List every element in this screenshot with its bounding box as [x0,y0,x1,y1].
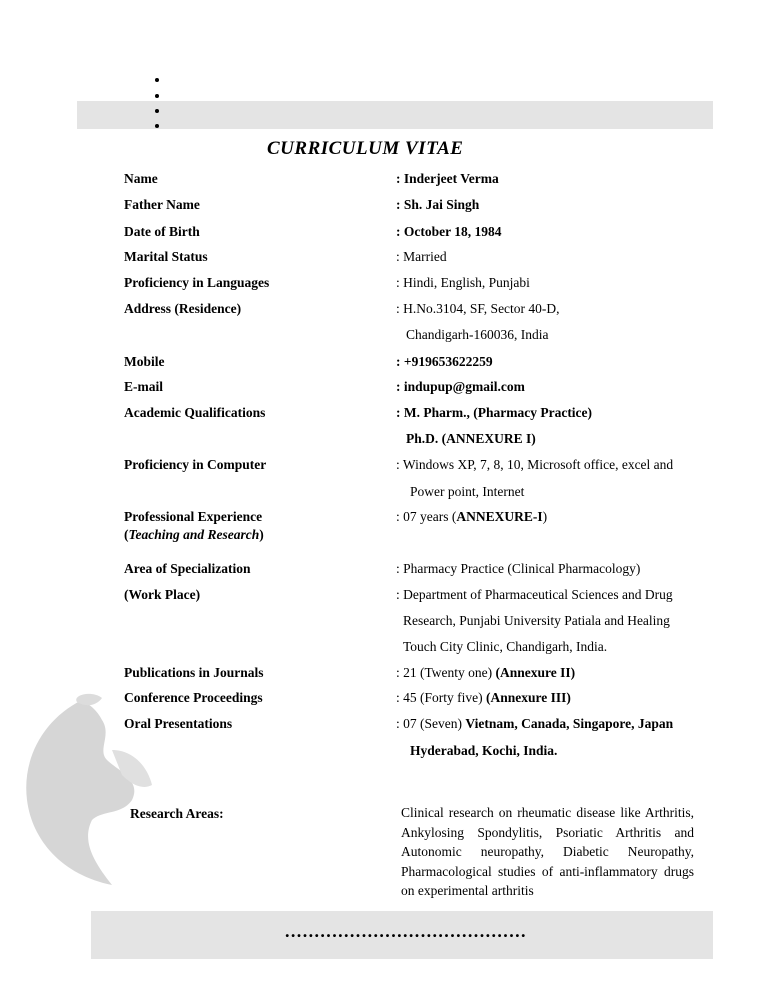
publications-label: Publications in Journals [124,665,264,680]
name-label: Name [124,171,158,186]
experience-label: Professional Experience [124,509,263,524]
oral-count: : 07 (Seven) [396,716,466,731]
experience-value [396,509,547,525]
workplace-value-line1: : Department of Pharmaceutical Sciences and Drug [396,587,673,602]
experience-annexure: ANNEXURE-I [456,509,543,524]
marital-status-value: : Married [396,249,447,264]
experience-sublabel-text: Teaching and Research [128,527,260,542]
bullet-dot [155,94,159,98]
conferences-label: Conference Proceedings [124,690,263,705]
conferences-count: : 45 (Forty five) [396,690,486,705]
oral-presentations-label: Oral Presentations [124,716,233,731]
academic-value-line2: Ph.D. (ANNEXURE I) [406,431,536,446]
dob-label: Date of Birth [124,224,200,239]
specialization-value: : Pharmacy Practice (Clinical Pharmacology) [396,561,641,576]
marital-status-label: Marital Status [124,249,208,264]
research-areas-text: Clinical research on rheumatic disease like Arthritis, Ankylosing Spondylitis, Psoriatic Arthritis and Autonomic neuropathy, Diabetic Neuropathy, Pharmacological studies of anti-inflammatory drugs on experimental arthritis [401,805,694,898]
publications-count: : 21 (Twenty one) [396,665,496,680]
name-value: : Inderjeet Verma [396,171,499,186]
header-band [77,101,713,129]
languages-label: Proficiency in Languages [124,275,270,290]
oral-presentations-value [396,716,673,732]
experience-value-suffix: ) [542,509,548,524]
publications-annexure: (Annexure II) [495,665,576,680]
workplace-label: (Work Place) [124,587,201,602]
bullet-dot [155,109,159,113]
workplace-value-line2: Research, Punjabi University Patiala and Healing [403,613,670,628]
computer-label: Proficiency in Computer [124,457,267,472]
address-label: Address (Residence) [124,301,242,316]
specialization-label: Area of Specialization [124,561,251,576]
mobile-value: : +919653622259 [396,354,493,369]
mobile-label: Mobile [124,354,165,369]
conferences-annexure: (Annexure III) [486,690,571,705]
email-label: E-mail [124,379,163,394]
address-value-line1: : H.No.3104, SF, Sector 40-D, [396,301,560,316]
father-name-value: : Sh. Jai Singh [396,197,480,212]
oral-countries: Vietnam, Canada, Singapore, Japan [465,716,674,731]
father-name-label: Father Name [124,197,200,212]
academic-label: Academic Qualifications [124,405,266,420]
bullet-dot [155,124,159,128]
address-value-line2: Chandigarh-160036, India [406,327,549,342]
dotted-divider: ......................................... [285,921,527,941]
experience-value-prefix: : 07 years ( [396,509,457,524]
languages-value: : Hindi, English, Punjabi [396,275,530,290]
academic-value-line1: : M. Pharm., (Pharmacy Practice) [396,405,593,420]
experience-sublabel: (Teaching and Research) [124,527,264,542]
email-value: : indupup@gmail.com [396,379,525,394]
conferences-value [396,690,571,706]
computer-value-line1: : Windows XP, 7, 8, 10, Microsoft office, excel and [396,457,674,472]
dob-value: : October 18, 1984 [396,224,502,239]
oral-presentations-value-line2: Hyderabad, Kochi, India. [410,743,558,758]
computer-value-line2: Power point, Internet [410,484,525,499]
page-title: CURRICULUM VITAE [267,138,464,159]
workplace-value-line3: Touch City Clinic, Chandigarh, India. [403,639,608,654]
research-areas-label: Research Areas: [130,806,224,821]
publications-value [396,665,575,681]
bullet-dot [155,78,159,82]
